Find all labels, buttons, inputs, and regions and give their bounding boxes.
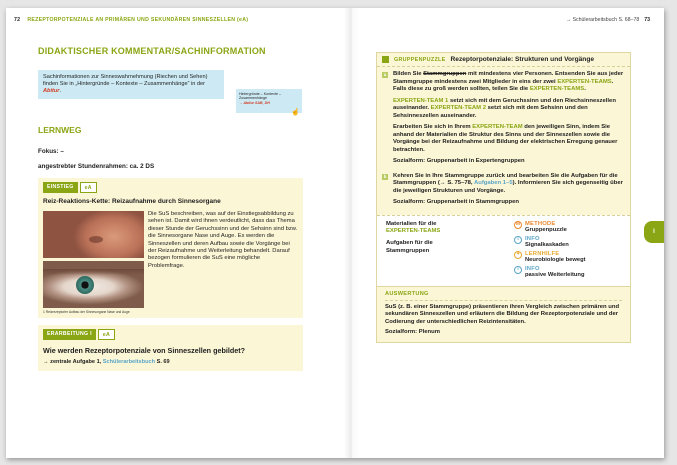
lernweg-heading: LERNWEG xyxy=(38,125,82,135)
gruppenpuzzle-box xyxy=(376,52,631,287)
experten-team-1-term: EXPERTEN-TEAM 1 xyxy=(393,97,449,104)
material-title: LERNHILFE xyxy=(525,250,560,257)
material-desc: Signalkaskaden xyxy=(525,241,569,248)
step-a-paragraph-3 xyxy=(393,124,625,154)
text: Aufgaben für die xyxy=(386,240,433,247)
fokus-line: Fokus: – xyxy=(38,148,64,155)
chapter-side-tab[interactable]: I xyxy=(644,221,664,243)
step-b-social-form: Sozialform: Gruppenarbeit in Stammgruppen xyxy=(393,199,520,205)
gruppenpuzzle-label: GRUPPENPUZZLE xyxy=(394,56,446,63)
text: Erarbeiten Sie sich in Ihrem xyxy=(393,124,471,130)
material-text xyxy=(525,266,585,278)
gruppenpuzzle-title: Rezeptorpotenziale: Strukturen und Vorgänge xyxy=(450,56,595,63)
step-a xyxy=(377,67,630,170)
right-running-head xyxy=(566,17,650,23)
auswertung-label: AUSWERTUNG xyxy=(385,291,622,301)
section-marker-icon xyxy=(382,56,389,63)
info-end: . xyxy=(59,88,62,94)
material-desc: Gruppenpuzzle xyxy=(525,226,567,233)
info-icon: i xyxy=(514,236,522,244)
step-a-marker: a xyxy=(383,72,387,77)
einstieg-tag: EINSTIEG xyxy=(43,182,78,193)
einstieg-text: Die SuS beschreiben, was auf der Einstiegsabbildung zu sehen ist. Damit wird ihnen verdeutlicht, dass das Thema dieser Stunde der Geruchssinn und der Sehsinn sind bzw. die Sinnesorgane Nase und Auge. Es werden die Sinneszellen und deren Aufbau sowie die Vorgänge bei der Reizaufnahme und Weiterleitung behandelt. Darauf bezogen formulieren die SuS eine mögliche Problemfrage. xyxy=(148,211,298,269)
material-text xyxy=(525,221,567,233)
image-caption: 1 Reizrezeptorier Aufbau der Sinnesorgane Nase und Auge xyxy=(43,310,130,314)
auswertung-box xyxy=(376,287,631,343)
einstieg-body xyxy=(43,211,298,314)
text: ). Informieren Sie sich gegenseitig über die jeweiligen Strukturen und Vorgänge. xyxy=(393,180,623,194)
material-text xyxy=(525,236,569,248)
aufgaben-reference: Aufgaben 1–5 xyxy=(473,180,513,186)
left-running-head xyxy=(14,17,248,23)
text: . xyxy=(584,86,586,92)
text: Materialien für die xyxy=(386,220,437,227)
step-a-social-form: Sozialform: Gruppenarbeit in Expertengruppen xyxy=(393,158,525,164)
left-page-number: 72 xyxy=(14,17,21,23)
text: Bilden Sie xyxy=(393,71,422,77)
time-frame: angestrebter Stundenrahmen: ca. 2 DS xyxy=(38,163,155,170)
material-title: INFO xyxy=(525,235,540,242)
book-gutter xyxy=(344,8,360,458)
experten-team-term: EXPERTEN-TEAM xyxy=(472,124,523,130)
auswertung-text: SuS (z. B. einer Stammgruppe) präsentieren ihren Vergleich zwischen primären und sekundären Sinneszellen und erläutern die Bildung der Rezeptorpotenziale und der Codierung der unterschiedlichen Reizintensitäten. xyxy=(385,303,620,325)
materials-label-1 xyxy=(386,221,514,236)
materials-label-2 xyxy=(386,240,514,255)
material-title: INFO xyxy=(525,265,540,272)
ref-page: S. 69 xyxy=(156,359,170,365)
left-page xyxy=(38,46,303,371)
materials-section xyxy=(377,215,630,286)
step-b xyxy=(377,170,630,211)
right-page xyxy=(376,52,631,343)
erarbeitung-question: Wie werden Rezeptorpotenziale von Sinneszellen gebildet? xyxy=(43,346,246,355)
workbook-reference: → Schülerarbeitsbuch S. 68–78 xyxy=(565,17,640,23)
step-a-paragraph-1 xyxy=(393,71,625,94)
hand-cursor-icon: ☝ xyxy=(291,108,300,116)
left-running-title: REZEPTORPOTENZIALE AN PRIMÄREN UND SEKUNDÄREN SINNESZELLEN (eA) xyxy=(27,17,249,23)
ref-book: Schülerarbeitsbuch xyxy=(102,359,156,365)
step-b-marker: b xyxy=(383,173,387,179)
erarbeitung-reference xyxy=(43,359,298,365)
material-item[interactable] xyxy=(514,251,586,263)
erarbeitung-tag: ERARBEITUNG I xyxy=(43,329,96,340)
material-desc: passive Weiterleitung xyxy=(525,271,585,278)
info-icon: i xyxy=(514,266,522,274)
text: den jeweiligen Sinn, indem Sie anhand der Materialien die Struktur des Sinns und der Sinneszellen sowie die Vorgänge bei der Reizaufnahme und Bildung der elektrischen Erregung genauer betrachten. xyxy=(393,124,618,153)
gruppenpuzzle-header xyxy=(377,53,630,67)
info-box xyxy=(38,70,224,99)
einstieg-box xyxy=(38,178,303,318)
einstieg-tags xyxy=(43,182,298,193)
note-line-3: → Abitur SAB_DH xyxy=(239,100,270,105)
material-item[interactable] xyxy=(514,266,586,278)
ref-prefix: → zentrale Aufgabe 1, xyxy=(43,359,102,365)
experten-teams-term: EXPERTEN-TEAMS xyxy=(557,78,612,85)
method-icon: M xyxy=(516,221,520,227)
text: setzt sich mit dem Geruchssinn und den Riechsinneszellen auseinander. xyxy=(393,97,616,111)
text: Stammgruppen xyxy=(386,247,430,254)
didactic-heading: DIDAKTISCHER KOMMENTAR/SACHINFORMATION xyxy=(38,46,266,56)
material-item[interactable] xyxy=(514,221,586,233)
text: Kehren Sie in Ihre Stammgruppe zurück und bearbeiten Sie die Aufgaben für die Stammgruppen (→ S. 75–78, xyxy=(393,172,618,186)
einstieg-title: Reiz-Reaktions-Kette: Reizaufnahme durch Sinnesorgane xyxy=(43,198,221,205)
step-a-body xyxy=(393,71,625,170)
material-desc: Neurobiologie bewegt xyxy=(525,256,586,263)
text: mit mindestens vier Personen. Entsenden Sie aus jeder Stammgruppe mindestens zwei Mitglieder in eins der zwei xyxy=(393,71,624,85)
step-a-paragraph-2 xyxy=(393,98,625,121)
book-spread xyxy=(6,8,664,458)
struck-word: Stammgruppen xyxy=(423,71,467,77)
step-b-paragraph xyxy=(393,173,625,196)
text: setzt sich mit dem Sehsinn und den Sehsinneszellen auseinander. xyxy=(393,105,588,119)
note-line-2: Zusammenhänge xyxy=(239,96,267,101)
step-b-body xyxy=(393,173,625,211)
level-tag: eA xyxy=(80,182,97,193)
experten-teams-term: EXPERTEN-TEAMS xyxy=(529,86,585,92)
material-text xyxy=(525,251,586,263)
info-text: Sachinformationen zur Sinneswahrnehmung (Riechen und Sehen) finden Sie in „Hintergründe – Kontexte – Zusammenhänge“ in der xyxy=(43,74,208,87)
reference-note[interactable] xyxy=(236,89,302,116)
materials-labels xyxy=(386,221,514,281)
experten-team-2-term: EXPERTEN-TEAM 2 xyxy=(430,105,486,111)
erarbeitung-tags xyxy=(43,329,298,340)
auswertung-social-form: Sozialform: Plenum xyxy=(385,329,440,336)
right-page-number: 73 xyxy=(644,17,650,23)
eye-photo xyxy=(43,261,144,308)
abitur-brand: Abitur xyxy=(43,88,60,94)
level-tag: eA xyxy=(98,329,115,340)
experten-teams-term: EXPERTEN-TEAMS xyxy=(386,227,441,234)
note-line-1: Hintergründe – Kontexte – xyxy=(239,92,281,96)
einstieg-images xyxy=(43,211,144,314)
material-item[interactable] xyxy=(514,236,586,248)
nose-photo xyxy=(43,211,144,258)
page-header xyxy=(6,8,664,30)
materials-list xyxy=(514,221,586,281)
lernhilfe-icon: ✦ xyxy=(515,251,521,257)
text: . Falls diese zu groß werden sollten, teilen Sie die xyxy=(393,78,614,92)
material-title: METHODE xyxy=(525,220,556,227)
erarbeitung-box xyxy=(38,325,303,371)
